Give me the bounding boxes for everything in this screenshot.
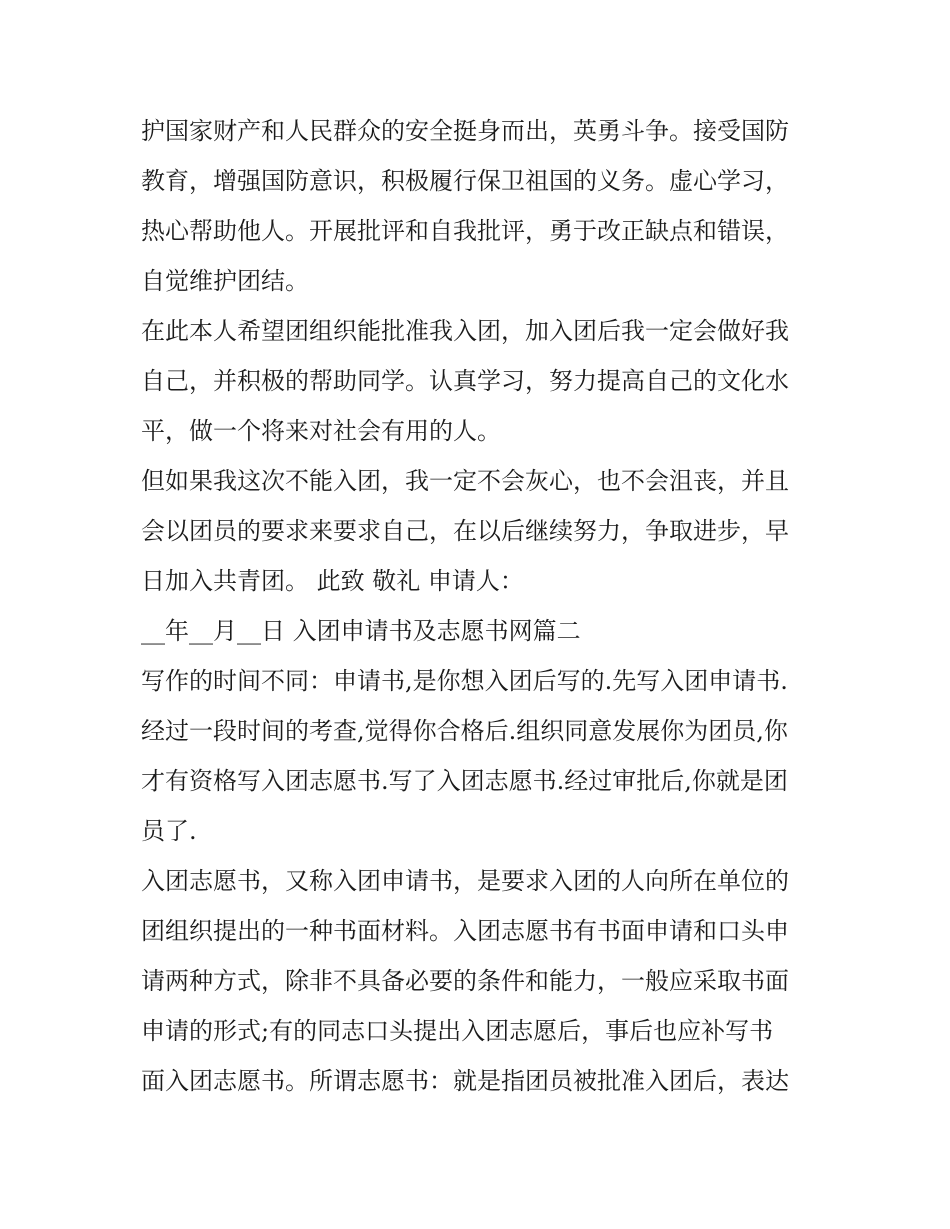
text-line: 入团志愿书，又称入团申请书，是要求入团的人向所在单位的	[141, 867, 789, 895]
text-line: 但如果我这次不能入团，我一定不会灰心，也不会沮丧，并且	[141, 467, 789, 495]
text-line: 员了.	[141, 817, 197, 845]
text-line: 日加入共青团。 此致 敬礼 申请人：	[141, 567, 524, 595]
text-line: 写作的时间不同：申请书,是你想入团后写的.先写入团申请书.	[141, 667, 788, 695]
text-line: 面入团志愿书。所谓志愿书：就是指团员被批准入团后，表达	[141, 1067, 789, 1095]
section-heading-line: __年__月__日 入团申请书及志愿书网篇二	[141, 617, 581, 645]
text-line: 团组织提出的一种书面材料。入团志愿书有书面申请和口头申	[141, 917, 789, 945]
text-line: 教育，增强国防意识，积极履行保卫祖国的义务。虚心学习，	[141, 167, 789, 195]
text-line: 自己，并积极的帮助同学。认真学习，努力提高自己的文化水	[141, 367, 789, 395]
text-line: 自觉维护团结。	[141, 267, 309, 295]
text-line: 平，做一个将来对社会有用的人。	[141, 417, 501, 445]
text-line: 申请的形式;有的同志口头提出入团志愿后，事后也应补写书	[141, 1017, 774, 1045]
text-line: 护国家财产和人民群众的安全挺身而出，英勇斗争。接受国防	[141, 117, 789, 145]
document-body	[141, 106, 831, 1106]
text-line: 才有资格写入团志愿书.写了入团志愿书.经过审批后,你就是团	[141, 767, 788, 795]
text-line: 在此本人希望团组织能批准我入团，加入团后我一定会做好我	[141, 317, 789, 345]
text-line: 经过一段时间的考查,觉得你合格后.组织同意发展你为团员,你	[141, 717, 788, 745]
text-line: 会以团员的要求来要求自己，在以后继续努力，争取进步，早	[141, 517, 789, 545]
text-line: 请两种方式，除非不具备必要的条件和能力，一般应采取书面	[141, 967, 789, 995]
text-line: 热心帮助他人。开展批评和自我批评，勇于改正缺点和错误，	[141, 217, 789, 245]
